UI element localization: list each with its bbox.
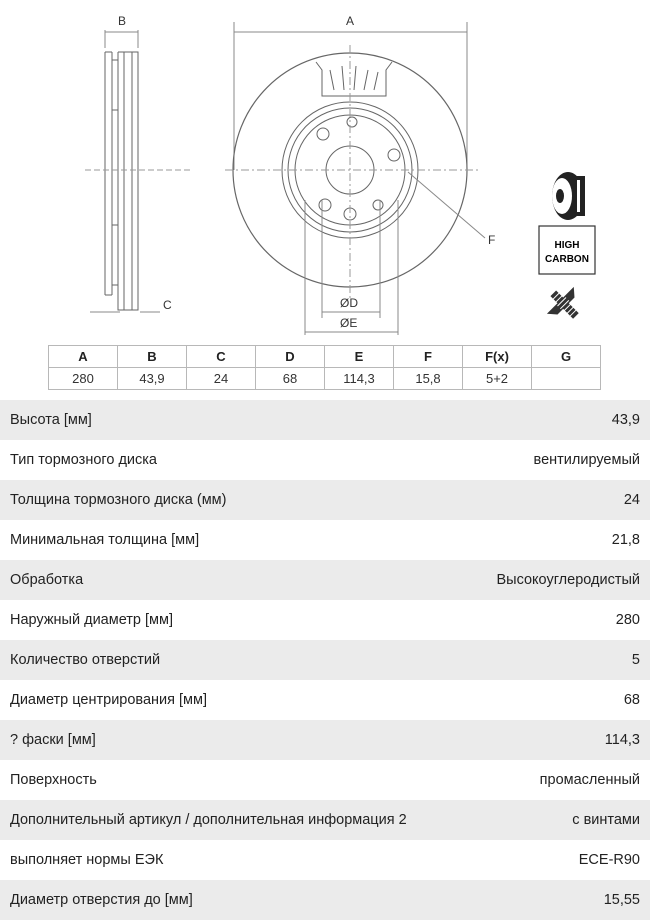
dim-header-f: F — [394, 346, 463, 368]
spec-value: Высокоуглеродистый — [496, 572, 640, 588]
spec-value: 24 — [623, 492, 640, 508]
spec-row-chamfer — [0, 720, 650, 760]
label-d: ØD — [340, 296, 358, 310]
spec-row-hole-count — [0, 640, 650, 680]
spec-value: с винтами — [572, 812, 640, 828]
dim-value-a: 280 — [49, 368, 118, 390]
spec-label: Минимальная толщина [мм] — [10, 532, 200, 548]
label-f: F — [488, 233, 496, 247]
spec-row-disc-type — [0, 440, 650, 480]
spec-value: 114,3 — [604, 732, 640, 748]
dim-header-a: A — [49, 346, 118, 368]
dim-value-fx: 5+2 — [463, 368, 532, 390]
spec-row-height — [0, 400, 650, 440]
dimensions-value-row — [49, 368, 601, 390]
dim-value-e: 114,3 — [325, 368, 394, 390]
spec-label: ? фаски [мм] — [10, 732, 96, 748]
screw-icon — [540, 280, 589, 329]
spec-row-centering-diameter — [0, 680, 650, 720]
spec-value: вентилируемый — [533, 452, 640, 468]
spec-value: промасленный — [539, 772, 640, 788]
spec-row-min-thickness — [0, 520, 650, 560]
spec-value: 280 — [615, 612, 640, 628]
spec-label: выполняет нормы ЕЭК — [10, 852, 164, 868]
label-b: B — [118, 14, 127, 28]
spec-label: Диаметр отверстия до [мм] — [10, 892, 193, 908]
spec-row-surface — [0, 760, 650, 800]
spec-label: Дополнительный артикул / дополнительная информация 2 — [10, 812, 407, 828]
spec-row-outer-diameter — [0, 600, 650, 640]
spec-label: Количество отверстий — [10, 652, 161, 668]
spec-label: Поверхность — [10, 772, 97, 788]
dim-header-e: E — [325, 346, 394, 368]
specifications-list — [0, 400, 650, 920]
spec-label: Толщина тормозного диска (мм) — [10, 492, 227, 508]
spec-row-hole-diameter — [0, 880, 650, 920]
spec-value: ECE-R90 — [578, 852, 640, 868]
spec-value: 68 — [623, 692, 640, 708]
dim-value-c: 24 — [187, 368, 256, 390]
dim-header-d: D — [256, 346, 325, 368]
spec-row-thickness — [0, 480, 650, 520]
brake-disc-technical-drawing — [0, 0, 650, 340]
dim-value-g — [532, 368, 601, 390]
spec-value: 15,55 — [603, 892, 640, 908]
dim-value-f: 15,8 — [394, 368, 463, 390]
label-c: C — [163, 298, 172, 312]
high-carbon-badge — [539, 226, 595, 274]
spec-value: 5 — [631, 652, 640, 668]
badge-line1: HIGH — [554, 240, 580, 251]
label-e: ØE — [340, 316, 358, 330]
spec-value: 21,8 — [611, 532, 640, 548]
spec-label: Диаметр центрирования [мм] — [10, 692, 208, 708]
spec-label: Обработка — [10, 572, 84, 588]
spec-label: Высота [мм] — [10, 412, 92, 428]
dim-header-fx: F(x) — [463, 346, 532, 368]
disc-side-profile — [85, 30, 190, 312]
label-a: A — [346, 14, 355, 28]
spec-value: 43,9 — [611, 412, 640, 428]
dim-header-b: B — [118, 346, 187, 368]
spec-label: Наружный диаметр [мм] — [10, 612, 174, 628]
badge-line2: CARBON — [545, 254, 589, 265]
dimensions-table — [48, 345, 601, 390]
dim-value-b: 43,9 — [118, 368, 187, 390]
dim-value-d: 68 — [256, 368, 325, 390]
spec-row-ece-norm — [0, 840, 650, 880]
spec-row-additional-info — [0, 800, 650, 840]
dim-header-c: C — [187, 346, 256, 368]
disc-front-view — [225, 22, 485, 335]
dimensions-header-row — [49, 346, 601, 368]
dim-header-g: G — [532, 346, 601, 368]
spec-row-processing — [0, 560, 650, 600]
spec-label: Тип тормозного диска — [10, 452, 157, 468]
disc-section-icon — [552, 172, 585, 220]
